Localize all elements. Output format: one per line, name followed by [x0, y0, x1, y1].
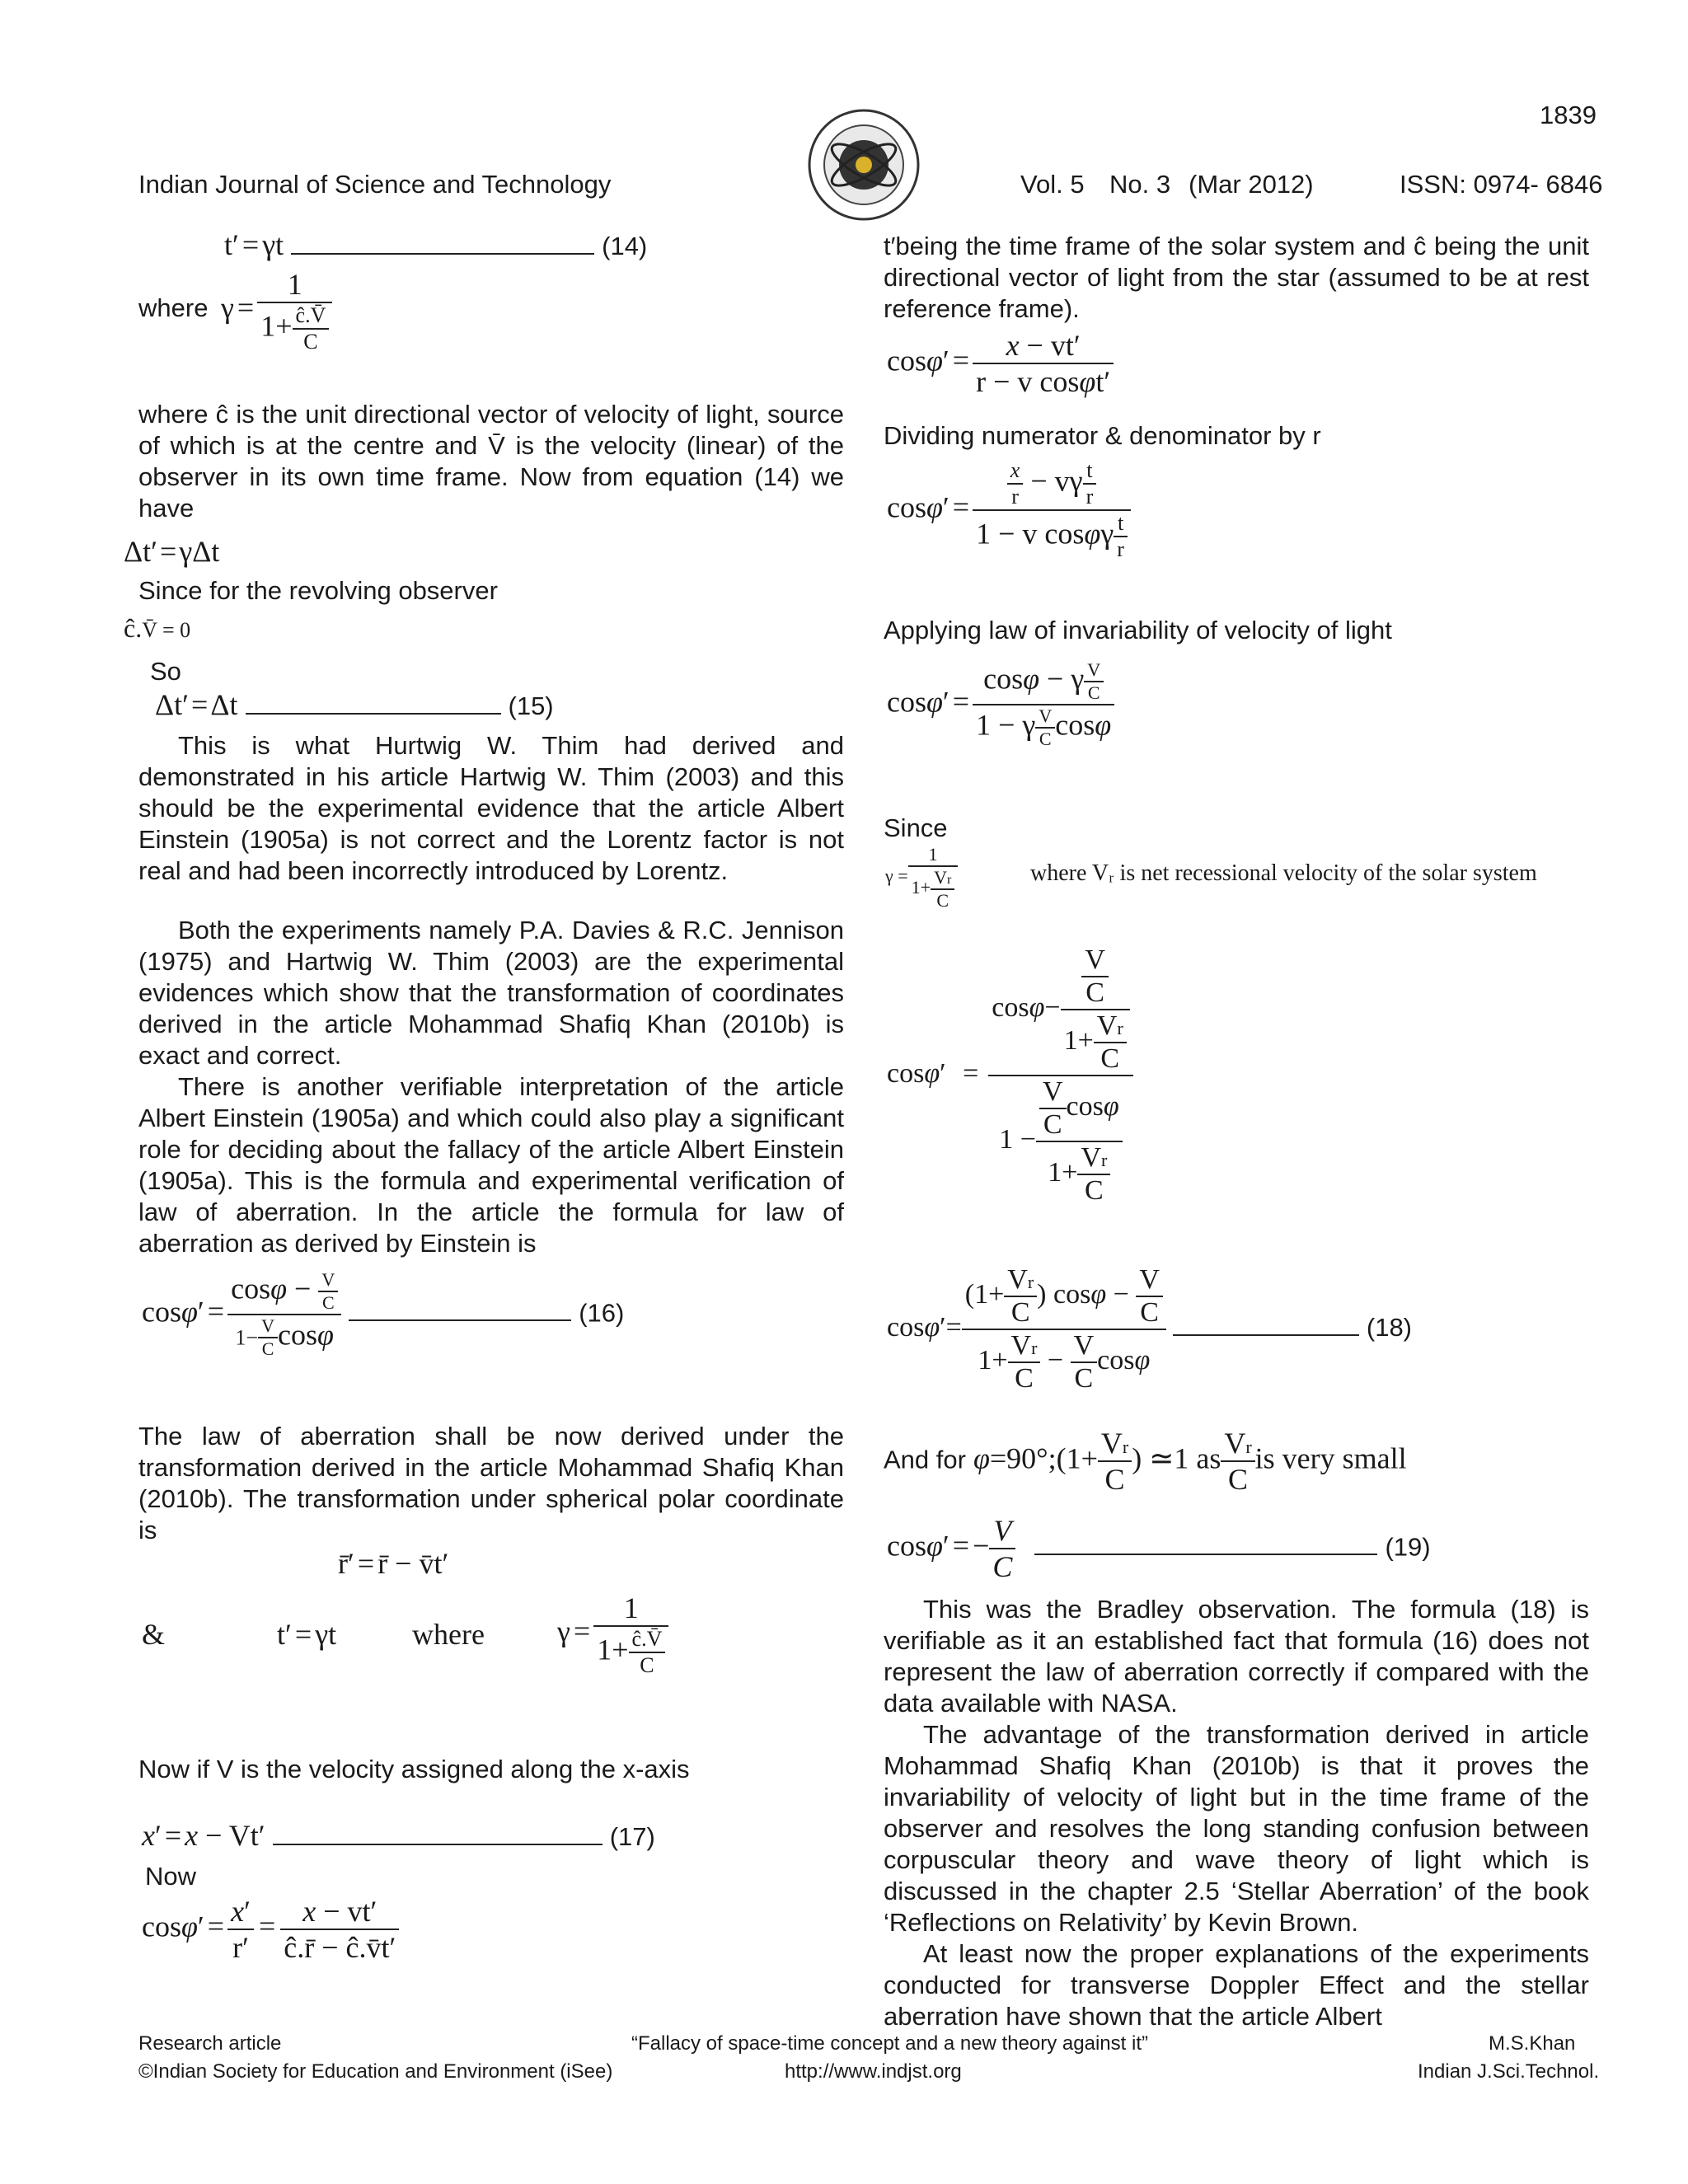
paragraph: So — [150, 657, 181, 686]
journal-logo — [806, 107, 921, 223]
equation-t-prime: t′ = γt — [277, 1618, 337, 1651]
paragraph: The advantage of the transformation derived in article Mohammad Shafiq Khan (2010b) is that it proves the invariability of velocity of light but in the time frame of the observer and resolves the long standing confusion between corpuscular theory and wave theory of light which is discussed in the chapter 2.5 ‘Stellar Aberration’ of the book ‘Reflections on Relativity’ by Kevin Brown. — [884, 1720, 1589, 1937]
paragraph: This was the Bradley observation. The formula (18) is verifiable as it an established fact that formula (16) does not represent the law of aberration correctly if compared with the data available with NASA. — [884, 1595, 1589, 1718]
paragraph: where ĉ is the unit directional vector of velocity of light, source of which is at the centre and V̄ is the velocity (linear) of the observer in its own time frame. Now from equation (14) we have — [138, 400, 844, 523]
page-number: 1839 — [1540, 101, 1597, 129]
volume: Vol. 5 — [1020, 170, 1085, 199]
equation-phi-90: And for φ=90°;(1+ $\frac{Vr}{C}$ ) ≃1 as $\frac{Vr}{C}$ is very small — [884, 1427, 1407, 1496]
paragraph: t′being the time frame of the solar system and ĉ being the unit directional vector of light from the star (assumed to be at rest reference frame). — [884, 232, 1589, 323]
footer-title: “Fallacy of space-time concept and a new theory against it” — [631, 2032, 1148, 2055]
where-label: where — [412, 1618, 485, 1651]
paragraph: Since for the revolving observer — [138, 576, 498, 605]
issue-number: No. 3 — [1109, 170, 1171, 199]
footer-author: M.S.Khan — [1489, 2032, 1576, 2055]
journal-title: Indian Journal of Science and Technology — [138, 170, 612, 199]
equation-number: (15) — [508, 691, 554, 720]
equation-r-prime: r̄′ = r̄ − v̄t′ — [338, 1547, 449, 1580]
equation-number: (18) — [1366, 1312, 1413, 1342]
issue-date: (Mar 2012) — [1189, 170, 1314, 199]
equation-17: x′ = x − Vt′ (17) — [142, 1819, 655, 1852]
paragraph: Dividing numerator & denominator by r — [884, 421, 1321, 450]
issn: ISSN: 0974- 6846 — [1400, 170, 1603, 199]
gamma-vr-definition: γ = 1 1+ $\frac{Vr}{C}$ — [885, 844, 958, 912]
footer-url[interactable]: http://www.indjst.org — [785, 2060, 962, 2083]
vr-note: where Vᵣ is net recessional velocity of the solar system — [1030, 860, 1537, 886]
equation-cos-phi-prime-r: cosφ′ = $\frac{x - vt'}{\text{r − v cosφt′}}$ — [887, 328, 1114, 399]
footer-abbrev: Indian J.Sci.Technol. — [1418, 2060, 1600, 2083]
equation-19: cosφ′ = − $\frac{V}{C}$ (19) — [887, 1514, 1431, 1583]
equation-14: t′ = γt (14) — [224, 228, 648, 261]
equation-number: (14) — [602, 232, 648, 260]
equation-number: (16) — [579, 1298, 625, 1328]
paragraph: Both the experiments namely P.A. Davies & R.C. Jennison (1975) and Hartwig W. Thim (2003) are the experimental evidences which show that the transformation of coordinates derived in the article Mohammad Shafiq Khan (2010b) is exact and correct. — [138, 916, 844, 1070]
equation-15: Δt′=Δt (15) — [155, 688, 554, 721]
paragraph: This is what Hurtwig W. Thim had derived and demonstrated in his article Hartwig W. Thim (2003) and this should be the experimental evidence that the article Albert Einstein (1905a) is not correct and the Lorentz factor is not real and had been incorrectly introduced by Lorentz. — [138, 731, 844, 885]
equation-substituted: cosφ′ = cosφ− $\frac{V}{C}$ 1+ $\frac{Vr}{C}$ 1 − $\frac{V}{C}$ cosφ 1+ $\frac{Vr}{C}$ — [887, 944, 1133, 1207]
equation-dot-zero: ĉ.V̄ = 0 — [124, 613, 191, 643]
equation-cos-phi-prime: cosφ′ = $\frac{x'}{r'}$ = $\frac{x - vt'}{ĉ.r̄ - ĉ.v̄t'}$ — [142, 1894, 399, 1965]
equation-number: (17) — [609, 1822, 655, 1851]
paragraph: The law of aberration shall be now derived under the transformation derived in the article Mohammad Shafiq Khan (2010b). The transformation under spherical polar coordinate is — [138, 1422, 844, 1544]
where-label: where — [138, 293, 209, 322]
equation-invariability: cosφ′ = cosφ − γ $\frac{V}{C}$ 1 − γ $\frac{V}{C}$ cosφ — [887, 659, 1114, 750]
paragraph: Since — [884, 813, 948, 842]
footer-type: Research article — [138, 2032, 282, 2055]
equation-18: cosφ′= (1+ $\frac{Vr}{C}$ ) cosφ − $\frac{V}{C}$ 1+ $\frac{Vr}{C}$ − $\frac{V}{C}$ cosφ (18) — [887, 1264, 1413, 1394]
equation-divided: cosφ′ = $\frac{x}{r}$ − vγ $\frac{t}{r}$ 1 − v cosφγ $\frac{t}{r}$ — [887, 458, 1131, 562]
equation-delta-t: Δt′=γΔt — [124, 535, 220, 568]
paragraph: Now — [145, 1862, 197, 1891]
equation-16: cosφ′ = cosφ − $\frac{V}{C}$ 1− $\frac{V}{C}$ cosφ (16) — [142, 1269, 625, 1359]
paragraph: Applying law of invariability of velocity of light — [884, 616, 1392, 644]
gamma-definition: γ = 1 1+ $\frac{ĉ.V̄}{C}$ — [221, 267, 332, 354]
ampersand: & — [142, 1618, 166, 1651]
paragraph: Now if V is the velocity assigned along the x-axis — [138, 1755, 690, 1783]
gamma-definition: γ = 1 1+ $\frac{ĉ.V̄}{C}$ — [557, 1591, 668, 1678]
equation-number: (19) — [1385, 1532, 1431, 1562]
paragraph: There is another verifiable interpretation of the article Albert Einstein (1905a) and which could also play a significant role for deciding about the fallacy of the article Albert Einstein (1905a). This is the formula and experimental verification of law of aberration. In the article the formula for law of aberration as derived by Einstein is — [138, 1072, 844, 1258]
footer-society: ©Indian Society for Education and Environment (iSee) — [138, 2060, 613, 2083]
paragraph: At least now the proper explanations of the experiments conducted for transverse Doppler Effect and the stellar aberration have shown that the article Albert — [884, 1939, 1589, 2031]
